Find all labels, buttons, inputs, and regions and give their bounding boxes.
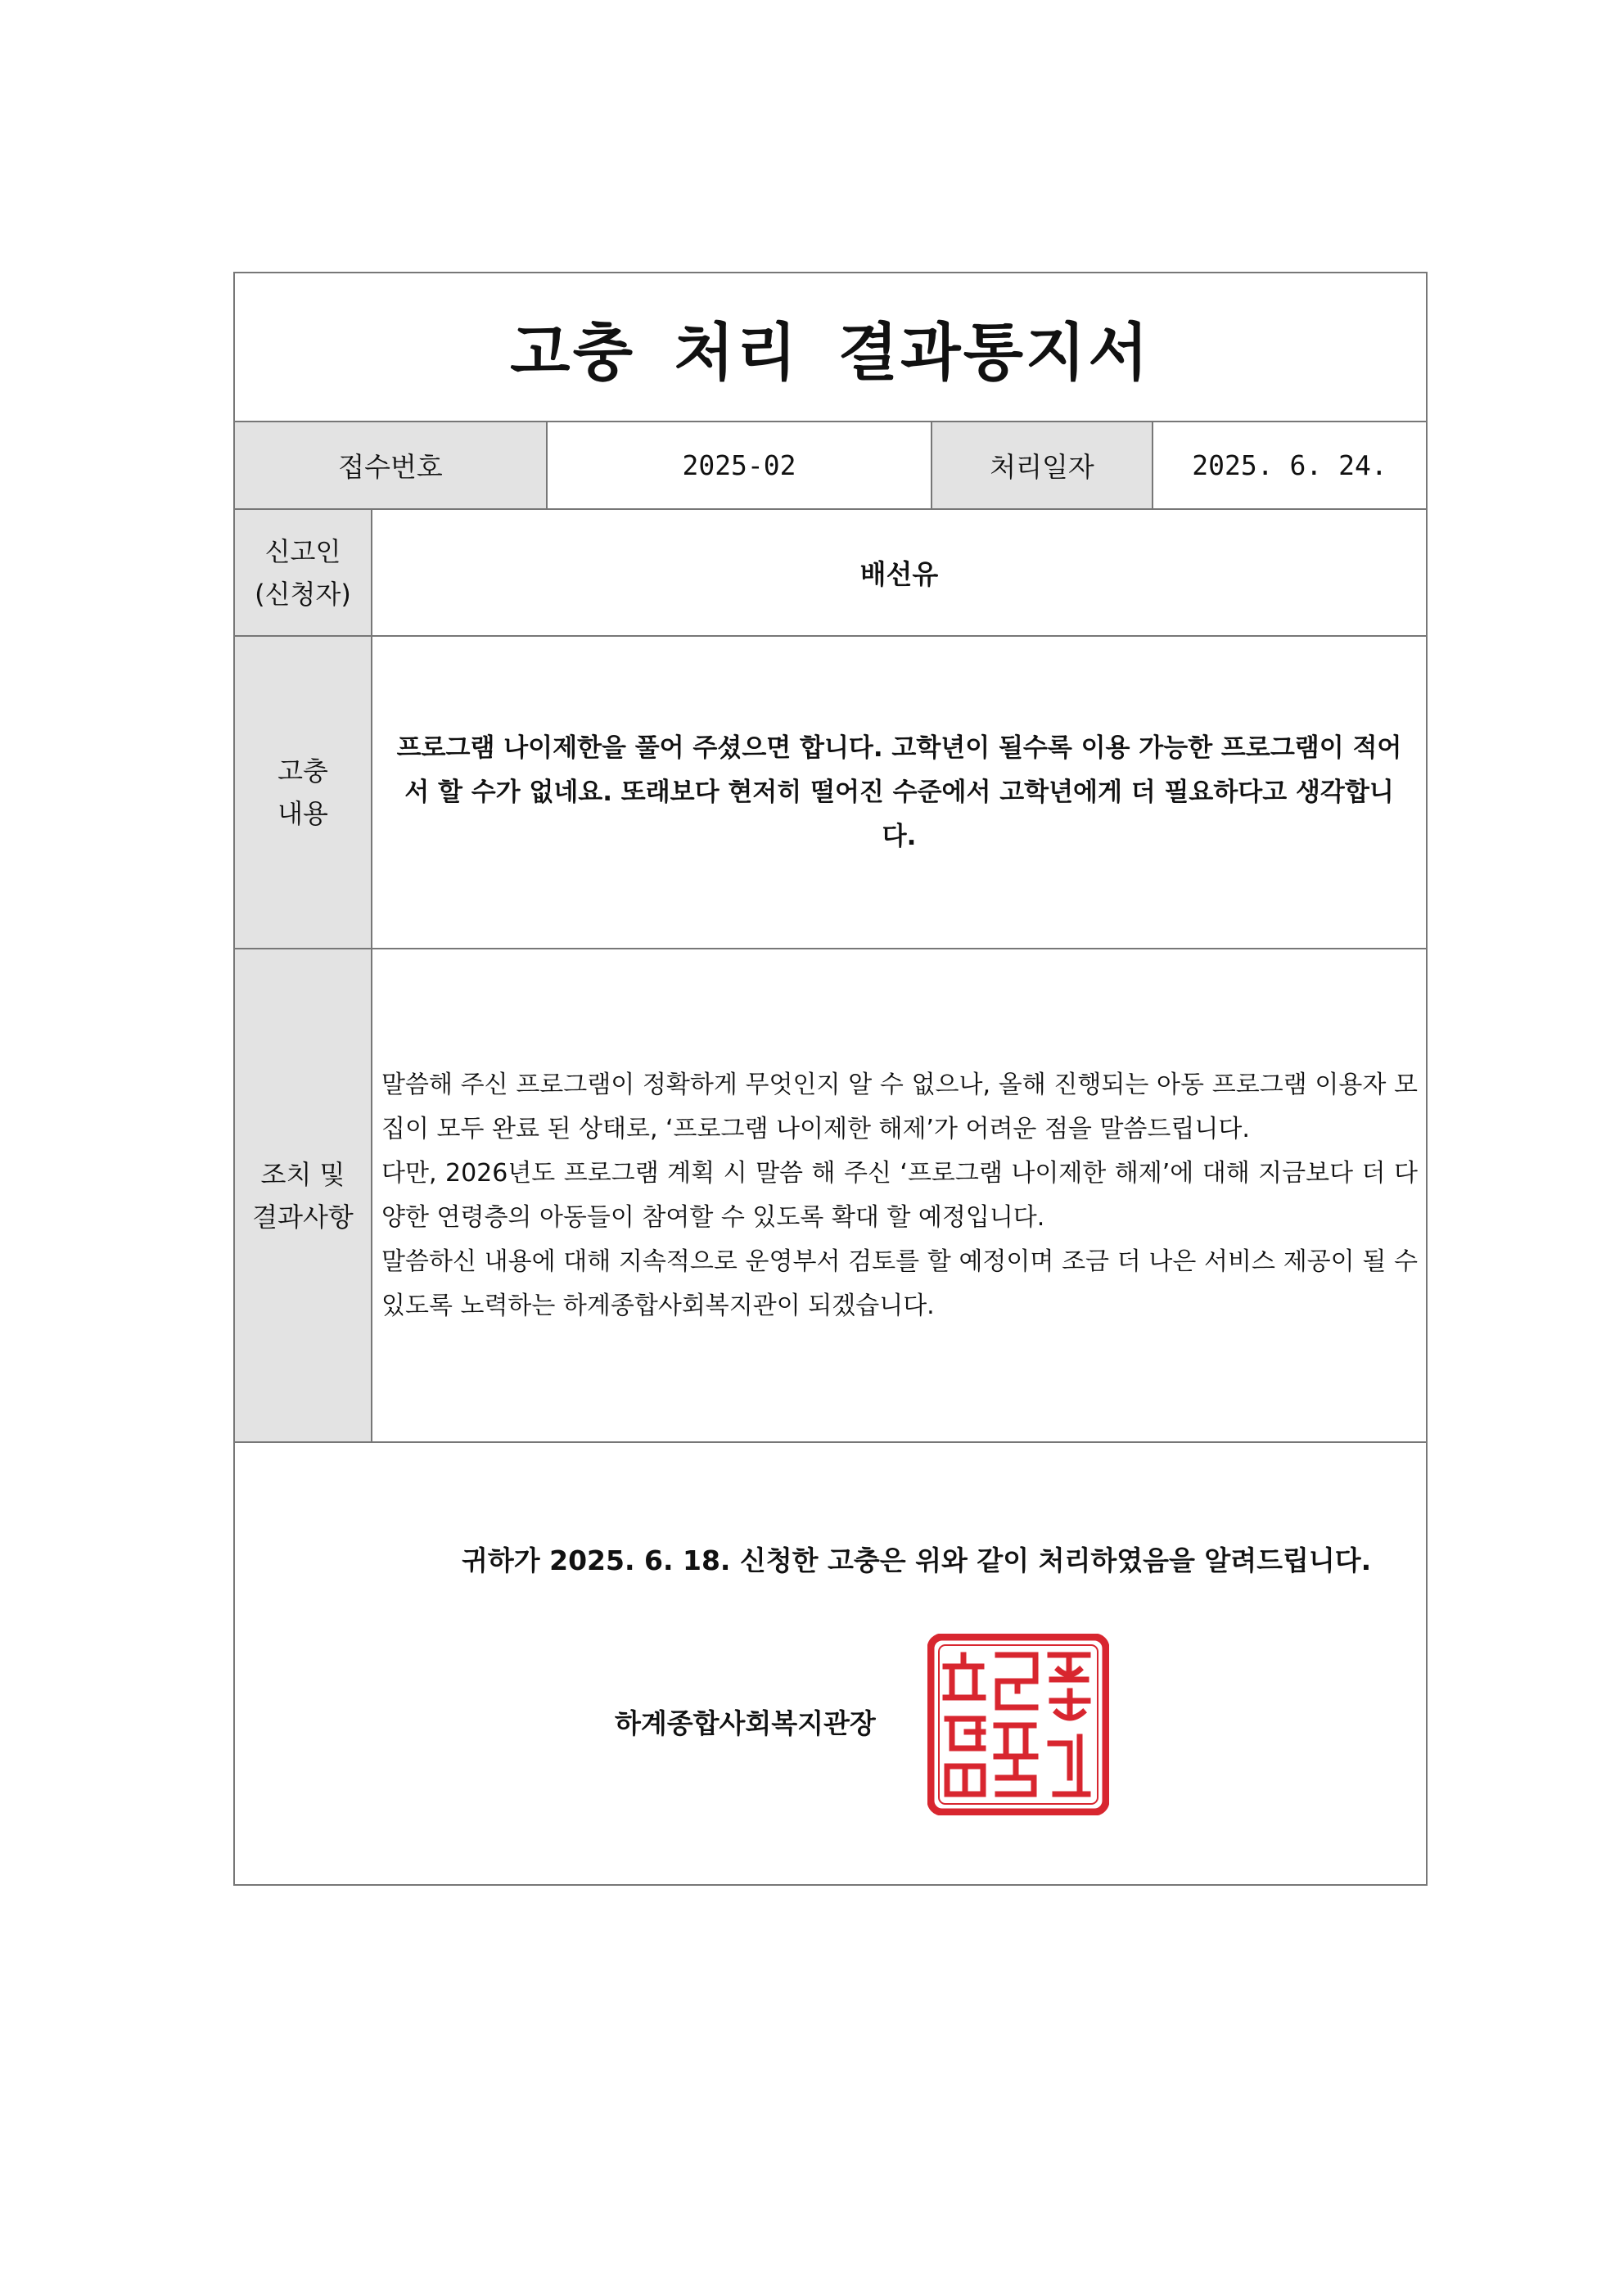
signer-name: 하계종합사회복지관장 xyxy=(615,1707,876,1739)
applicant-row xyxy=(235,510,1426,637)
result-label-line1: 조치 및 xyxy=(260,1158,345,1190)
result-paragraph: 다만, 2026년도 프로그램 계획 시 말씀 해 주신 ‘프로그램 나이제한 해제’에 대해 지금보다 더 다양한 연령층의 아동들이 참여할 수 있도록 확대 할 예정입니다. xyxy=(381,1158,1418,1232)
result-label xyxy=(235,949,371,1441)
processing-date-value: 2025. 6. 24. xyxy=(1152,422,1426,508)
result-text xyxy=(381,1063,1418,1328)
applicant-label xyxy=(235,510,371,635)
result-paragraph: 말씀하신 내용에 대해 지속적으로 운영부서 검토를 할 예정이며 조금 더 나은 서비스 제공이 될 수 있도록 노력하는 하계종합사회복지관이 되겠습니다. xyxy=(381,1247,1418,1320)
result-paragraph: 말씀해 주신 프로그램이 정확하게 무엇인지 알 수 없으나, 올해 진행되는 아동 프로그램 이용자 모집이 모두 완료 된 상태로, ‘프로그램 나이제한 해제’가 어려운 점을 말씀드립니다. xyxy=(381,1070,1418,1143)
receipt-number-value: 2025-02 xyxy=(546,422,931,508)
complaint-result-form xyxy=(233,272,1428,1886)
complaint-label-line2: 내용 xyxy=(277,798,328,829)
notice-row xyxy=(235,1443,1426,1884)
notice-text: 귀하가 2025. 6. 18. 신청한 고충은 위와 같이 처리하였음을 알려드립니다. xyxy=(462,1544,1372,1576)
complaint-row xyxy=(235,637,1426,949)
official-seal-icon xyxy=(927,1634,1109,1815)
applicant-label-line1: 신고인 xyxy=(264,535,341,567)
processing-date-label: 처리일자 xyxy=(931,422,1152,508)
receipt-number-label: 접수번호 xyxy=(235,422,546,508)
title-row xyxy=(235,273,1426,422)
info-row xyxy=(235,422,1426,510)
complaint-label-line1: 고충 xyxy=(277,755,328,787)
complaint-label xyxy=(235,637,371,948)
applicant-label-line2: (신청자) xyxy=(255,578,351,610)
result-content xyxy=(371,949,1426,1441)
result-label-line2: 결과사항 xyxy=(252,1201,354,1233)
document-title: 고충 처리 결과통지서 xyxy=(510,315,1151,389)
result-row xyxy=(235,949,1426,1443)
applicant-name: 배선유 xyxy=(371,510,1426,635)
complaint-content: 프로그램 나이제한을 풀어 주셨으면 합니다. 고학년이 될수록 이용 가능한 프로그램이 적어서 할 수가 없네요. 또래보다 현저히 떨어진 수준에서 고학년에게 더 필요하다고 생각합니다. xyxy=(371,637,1426,948)
